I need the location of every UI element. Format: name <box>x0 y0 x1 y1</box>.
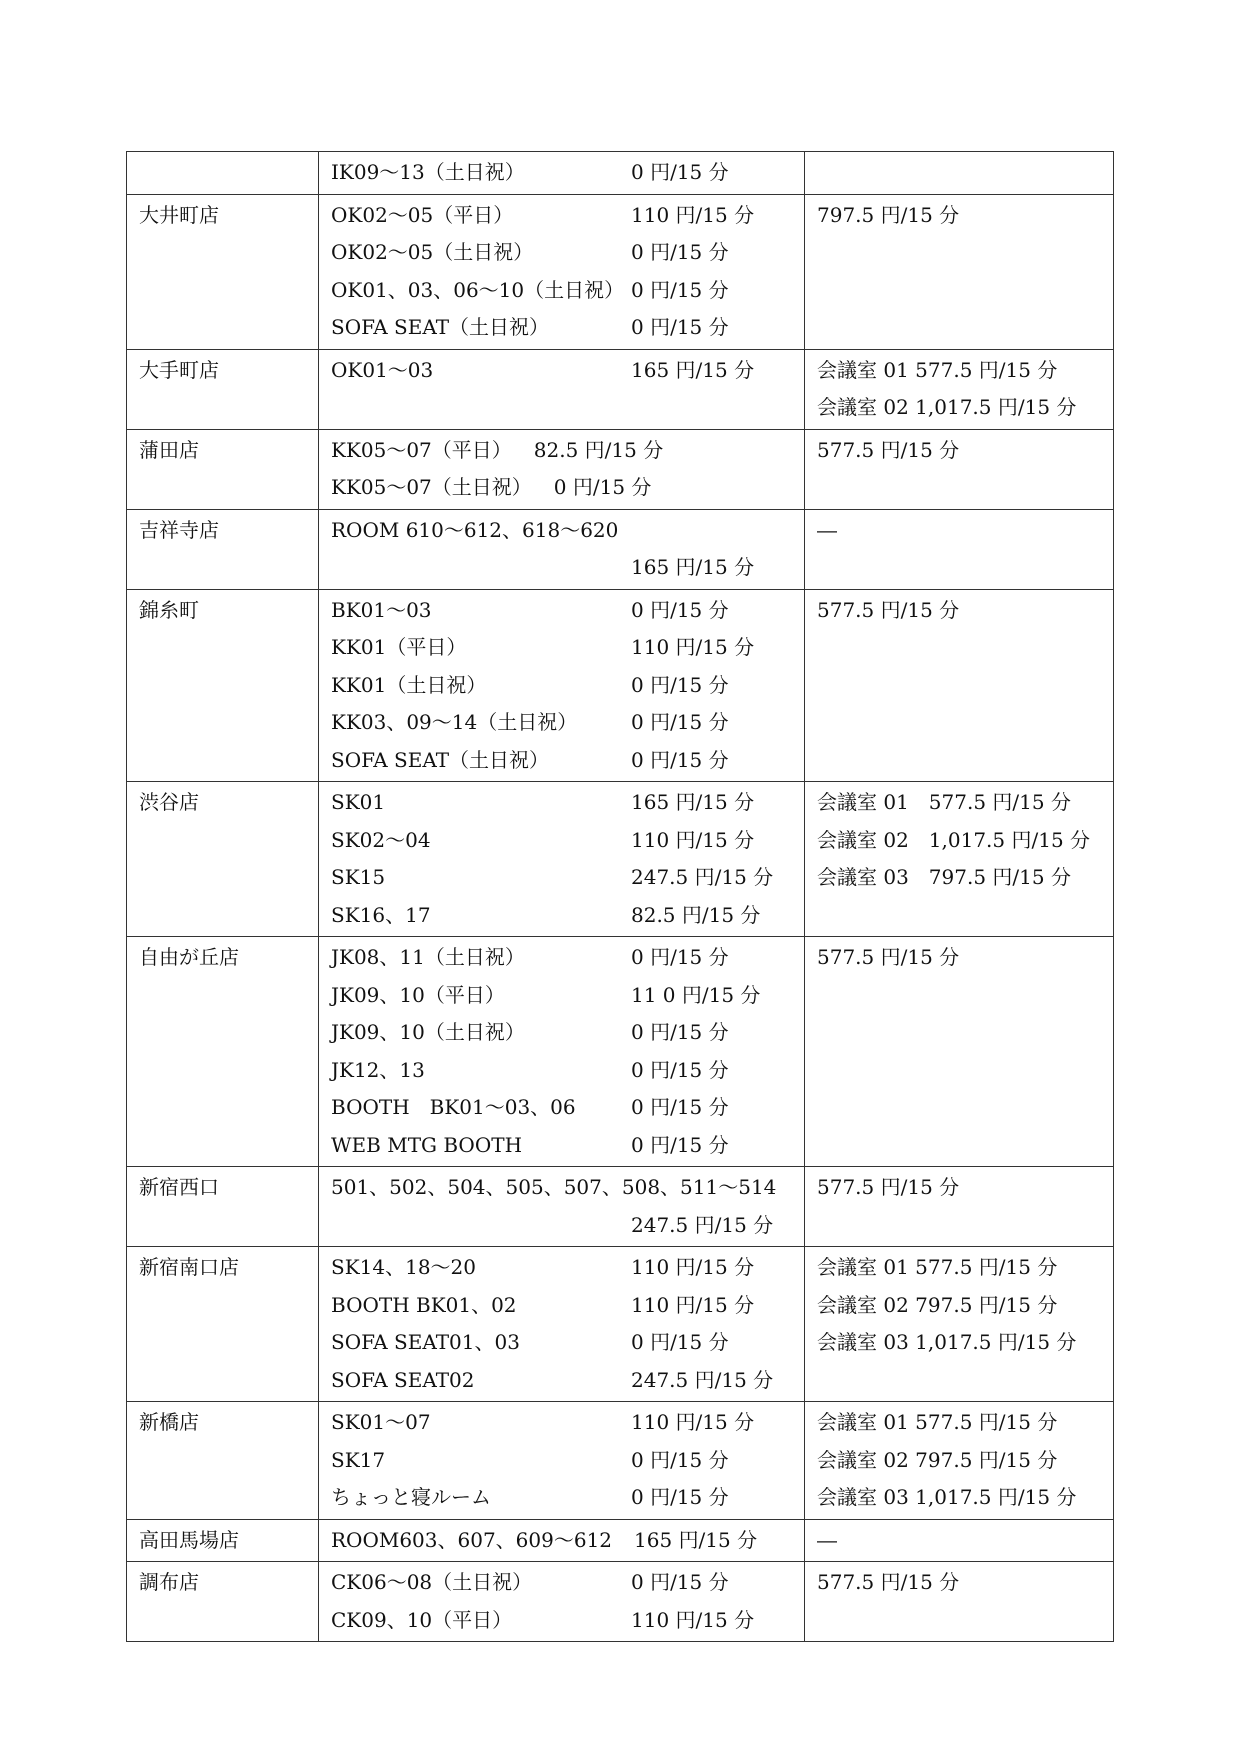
room-line <box>331 822 804 860</box>
room-price: 110 円/15 分 <box>631 1607 755 1632</box>
room-line <box>331 704 804 742</box>
table-row <box>127 194 1114 349</box>
price-table-body <box>127 152 1114 1642</box>
room-name: SK01 <box>331 790 386 814</box>
room-line <box>331 1014 804 1052</box>
rooms-cell <box>319 782 805 937</box>
room-name: SK16、17 <box>331 902 431 927</box>
store-name <box>139 154 318 192</box>
room-price: 110 円/15 分 <box>631 1410 755 1434</box>
rooms-cell <box>319 1167 805 1247</box>
conference-price: 会議室 01 577.5 円/15 分 <box>817 1410 1058 1434</box>
table-row <box>127 937 1114 1167</box>
table-row <box>127 589 1114 782</box>
room-name: WEB MTG BOOTH <box>331 1132 523 1157</box>
store-cell <box>127 782 319 937</box>
room-price: 0 円/15 分 <box>631 277 729 302</box>
store-name: 大井町店 <box>139 202 219 227</box>
store-name: 新橋店 <box>139 1410 199 1434</box>
room-price: 0 円/15 分 <box>631 315 729 339</box>
store-cell <box>127 1562 319 1642</box>
table-row <box>127 1562 1114 1642</box>
rooms-cell <box>319 1402 805 1520</box>
room-name: KK05〜07（土日祝） <box>331 475 532 499</box>
conference-price: 会議室 03 1,017.5 円/15 分 <box>817 1330 1077 1354</box>
room-price: 0 円/15 分 <box>631 1485 729 1509</box>
room-price: 110 円/15 分 <box>631 635 755 659</box>
room-name: KK01（土日祝） <box>331 672 487 697</box>
conference-cell <box>805 1402 1114 1520</box>
room-line <box>331 629 804 667</box>
room-name: SK17 <box>331 1447 386 1472</box>
conference-price: 577.5 円/15 分 <box>817 597 960 622</box>
conference-price: 577.5 円/15 分 <box>817 1570 960 1594</box>
room-name: SK15 <box>331 865 386 889</box>
room-line <box>331 1362 804 1400</box>
room-price: 247.5 円/15 分 <box>631 1212 774 1237</box>
conference-price: ― <box>817 1527 837 1552</box>
room-name: IK09〜13（土日祝） <box>331 160 525 184</box>
room-name: BOOTH BK01、02 <box>331 1292 517 1317</box>
room-price: 0 円/15 分 <box>631 597 729 622</box>
room-price: 247.5 円/15 分 <box>631 865 774 889</box>
rooms-cell <box>319 937 805 1167</box>
room-line <box>331 1249 804 1287</box>
table-row <box>127 1167 1114 1247</box>
room-price: 110 円/15 分 <box>631 1255 755 1279</box>
conference-cell <box>805 782 1114 937</box>
room-line <box>331 234 804 272</box>
room-name: ちょっと寝ルーム <box>331 1485 491 1509</box>
room-line <box>331 272 804 310</box>
room-name: SK02〜04 <box>331 827 431 852</box>
room-line <box>331 1404 804 1442</box>
room-name: BOOTH BK01〜03、06 <box>331 1095 576 1119</box>
room-line <box>331 1602 804 1640</box>
room-line <box>331 1169 804 1207</box>
room-price: 0 円/15 分 <box>631 945 729 969</box>
room-price: 165 円/15 分 <box>634 1527 758 1552</box>
rooms-cell <box>319 509 805 589</box>
room-price: 0 円/15 分 <box>631 240 729 264</box>
conference-price: 577.5 円/15 分 <box>817 945 960 969</box>
price-table <box>126 151 1114 1642</box>
room-line <box>331 592 804 630</box>
room-name: JK08、11（土日祝） <box>331 945 525 969</box>
conference-cell <box>805 1167 1114 1247</box>
table-row <box>127 1402 1114 1520</box>
room-line <box>331 549 804 587</box>
room-line <box>331 154 804 192</box>
room-line <box>331 1479 804 1517</box>
room-line <box>331 977 804 1015</box>
conference-cell <box>805 194 1114 349</box>
room-price: 110 円/15 分 <box>631 1292 755 1317</box>
room-price: 0 円/15 分 <box>553 475 652 499</box>
conference-cell <box>805 1519 1114 1562</box>
room-line <box>331 197 804 235</box>
room-line <box>331 1324 804 1362</box>
room-line <box>331 742 804 780</box>
conference-cell <box>805 1247 1114 1402</box>
room-name: SOFA SEAT01、03 <box>331 1330 520 1354</box>
conference-price: 577.5 円/15 分 <box>817 1175 960 1199</box>
room-line <box>331 352 804 390</box>
room-price: 0 円/15 分 <box>631 1095 729 1119</box>
room-line <box>331 1287 804 1325</box>
room-name: SOFA SEAT（土日祝） <box>331 315 550 339</box>
store-cell <box>127 509 319 589</box>
store-cell <box>127 1247 319 1402</box>
room-name: OK01〜03 <box>331 357 434 382</box>
room-line <box>331 1207 804 1245</box>
room-line <box>331 512 804 550</box>
table-row <box>127 1247 1114 1402</box>
room-line <box>331 1564 804 1602</box>
room-name: SK14、18〜20 <box>331 1255 476 1279</box>
conference-price: 会議室 02 797.5 円/15 分 <box>817 1447 1058 1472</box>
rooms-cell <box>319 429 805 509</box>
room-price: 110 円/15 分 <box>631 202 755 227</box>
store-name: 吉祥寺店 <box>139 517 219 542</box>
rooms-cell <box>319 589 805 782</box>
conference-price: 会議室 01 577.5 円/15 分 <box>817 790 1071 814</box>
room-name: BK01〜03 <box>331 597 432 622</box>
table-row <box>127 1519 1114 1562</box>
room-price: 0 円/15 分 <box>631 1570 729 1594</box>
room-name: ROOM603、607、609〜612 <box>331 1527 613 1552</box>
rooms-cell <box>319 1519 805 1562</box>
rooms-cell <box>319 1247 805 1402</box>
room-line <box>331 432 804 470</box>
room-line <box>331 939 804 977</box>
store-name: 調布店 <box>139 1570 199 1594</box>
room-name: JK09、10（平日） <box>331 982 505 1007</box>
store-name: 新宿西口 <box>139 1175 219 1199</box>
room-price: 11 0 円/15 分 <box>631 982 761 1007</box>
room-line <box>331 1522 804 1560</box>
room-price: 0 円/15 分 <box>631 1020 729 1044</box>
room-price: 0 円/15 分 <box>631 1447 729 1472</box>
rooms-cell <box>319 194 805 349</box>
store-cell <box>127 937 319 1167</box>
table-row <box>127 429 1114 509</box>
room-price: 0 円/15 分 <box>631 1330 729 1354</box>
store-name: 新宿南口店 <box>139 1255 239 1279</box>
room-line <box>331 859 804 897</box>
conference-cell <box>805 509 1114 589</box>
store-cell <box>127 1402 319 1520</box>
conference-cell <box>805 589 1114 782</box>
room-price: 0 円/15 分 <box>631 747 729 772</box>
room-line <box>331 667 804 705</box>
room-price: 0 円/15 分 <box>631 672 729 697</box>
room-name: KK05〜07（平日） <box>331 437 512 462</box>
store-name: 自由が丘店 <box>139 945 239 969</box>
room-line <box>331 309 804 347</box>
conference-cell <box>805 349 1114 429</box>
conference-price: 会議室 02 1,017.5 円/15 分 <box>817 395 1077 419</box>
room-line <box>331 1052 804 1090</box>
room-name: OK02〜05（平日） <box>331 202 514 227</box>
room-price: 165 円/15 分 <box>631 555 755 579</box>
conference-cell <box>805 937 1114 1167</box>
room-name: 501、502、504、505、507、508、511〜514 <box>331 1175 777 1199</box>
room-line <box>331 1442 804 1480</box>
table-row <box>127 782 1114 937</box>
conference-price: 会議室 02 797.5 円/15 分 <box>817 1292 1058 1317</box>
room-name: SOFA SEAT02 <box>331 1367 475 1392</box>
conference-price: 797.5 円/15 分 <box>817 202 960 227</box>
store-name: 蒲田店 <box>139 437 199 462</box>
store-cell <box>127 1519 319 1562</box>
room-name: CK06〜08（土日祝） <box>331 1570 533 1594</box>
room-name: KK01（平日） <box>331 635 467 659</box>
conference-cell <box>805 429 1114 509</box>
room-name: OK02〜05（土日祝） <box>331 240 534 264</box>
store-cell <box>127 194 319 349</box>
conference-price: 会議室 01 577.5 円/15 分 <box>817 357 1058 382</box>
conference-price: 会議室 02 1,017.5 円/15 分 <box>817 827 1091 852</box>
room-name: SK01〜07 <box>331 1410 431 1434</box>
table-row <box>127 349 1114 429</box>
conference-price: ― <box>817 517 837 542</box>
room-line <box>331 784 804 822</box>
store-cell <box>127 152 319 195</box>
room-price: 82.5 円/15 分 <box>631 902 761 927</box>
room-name: OK01、03、06〜10（土日祝） <box>331 277 625 302</box>
room-price: 82.5 円/15 分 <box>533 437 664 462</box>
room-name: JK12、13 <box>331 1057 425 1082</box>
conference-cell <box>805 152 1114 195</box>
room-price: 110 円/15 分 <box>631 827 755 852</box>
store-cell <box>127 1167 319 1247</box>
room-line <box>331 897 804 935</box>
room-price: 0 円/15 分 <box>631 710 729 734</box>
room-line <box>331 1127 804 1165</box>
conference-price: 会議室 03 797.5 円/15 分 <box>817 865 1071 889</box>
room-price: 0 円/15 分 <box>631 1057 729 1082</box>
store-cell <box>127 589 319 782</box>
room-price: 0 円/15 分 <box>631 160 729 184</box>
table-row <box>127 152 1114 195</box>
store-name: 錦糸町 <box>139 597 199 622</box>
rooms-cell <box>319 1562 805 1642</box>
conference-price: 会議室 01 577.5 円/15 分 <box>817 1255 1058 1279</box>
room-name: JK09、10（土日祝） <box>331 1020 525 1044</box>
room-name: CK09、10（平日） <box>331 1607 513 1632</box>
room-price: 247.5 円/15 分 <box>631 1367 774 1392</box>
room-line <box>331 469 804 507</box>
rooms-cell <box>319 349 805 429</box>
room-price: 165 円/15 分 <box>631 790 755 814</box>
conference-cell <box>805 1562 1114 1642</box>
room-price: 165 円/15 分 <box>631 357 755 382</box>
store-cell <box>127 429 319 509</box>
room-name: SOFA SEAT（土日祝） <box>331 747 550 772</box>
conference-price: 会議室 03 1,017.5 円/15 分 <box>817 1485 1077 1509</box>
store-cell <box>127 349 319 429</box>
room-line <box>331 1089 804 1127</box>
conference-price: 577.5 円/15 分 <box>817 437 960 462</box>
room-price: 0 円/15 分 <box>631 1132 729 1157</box>
room-name: ROOM 610〜612、618〜620 <box>331 517 619 542</box>
rooms-cell <box>319 152 805 195</box>
room-name: KK03、09〜14（土日祝） <box>331 710 578 734</box>
store-name: 大手町店 <box>139 357 219 382</box>
store-name: 高田馬場店 <box>139 1527 239 1552</box>
table-row <box>127 509 1114 589</box>
store-name: 渋谷店 <box>139 790 199 814</box>
